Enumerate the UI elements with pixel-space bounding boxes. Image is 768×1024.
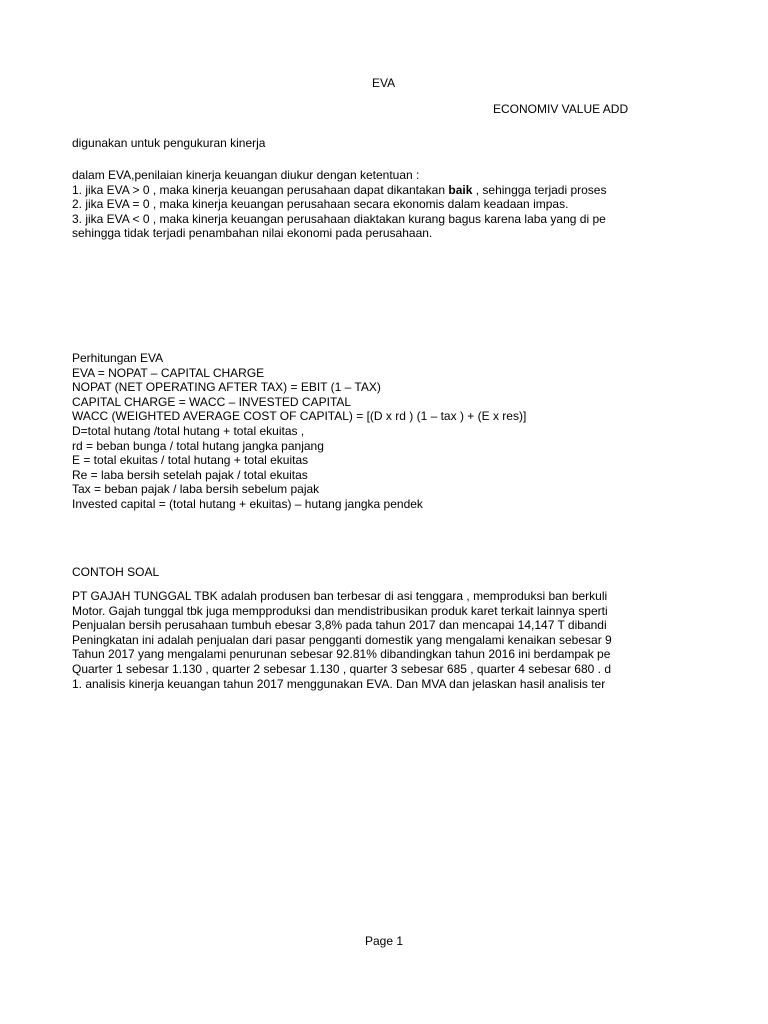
- example-section: [72, 589, 612, 691]
- formula-line: EVA = NOPAT – CAPITAL CHARGE: [72, 365, 265, 380]
- criteria-item-3-continued: sehingga tidak terjadi penambahan nilai ekonomi pada perusahaan.: [72, 226, 433, 241]
- calculation-heading: Perhitungan EVA: [72, 351, 164, 365]
- formula-line: Tax = beban pajak / laba bersih sebelum pajak: [72, 482, 320, 497]
- formula-line: D=total hutang /total hutang + total ekuitas ,: [72, 423, 305, 438]
- example-line: Quarter 1 sebesar 1.130 , quarter 2 sebesar 1.130 , quarter 3 sebesar 685 , quarter 4 sebesar 680 . d: [72, 661, 611, 676]
- example-line: Peningkatan ini adalah penjualan dari pasar pengganti domestik yang mengalami kenaikan sebesar 9: [72, 632, 612, 647]
- formula-line: NOPAT (NET OPERATING AFTER TAX) = EBIT (1 – TAX): [72, 380, 381, 395]
- criteria-heading: dalam EVA,penilaian kinerja keuangan diukur dengan ketentuan :: [72, 168, 420, 182]
- criteria-section: [72, 168, 606, 241]
- formula-line: CAPITAL CHARGE = WACC – INVESTED CAPITAL: [72, 394, 352, 409]
- example-heading: CONTOH SOAL: [72, 565, 160, 579]
- example-line: PT GAJAH TUNGGAL TBK adalah produsen ban terbesar di asi tenggara , memproduksi ban berkuli: [72, 589, 608, 603]
- criteria-item-1-tail: , sehingga terjadi proses: [472, 182, 607, 197]
- calculation-section: [72, 351, 526, 512]
- example-line: 1. analisis kinerja keuangan tahun 2017 menggunakan EVA. Dan MVA dan jelaskan hasil analisis ter: [72, 676, 606, 691]
- example-line: Tahun 2017 yang mengalami penurunan sebesar 92.81% dibandingkan tahun 2016 ini berdampak pe: [72, 647, 611, 662]
- page-number: Page 1: [365, 934, 404, 948]
- document-subtitle: ECONOMIV VALUE ADD: [493, 102, 629, 116]
- criteria-item-3: 3. jika EVA < 0 , maka kinerja keuangan perusahaan diaktakan kurang bagus karena laba yang di pe: [72, 211, 606, 226]
- formula-line: rd = beban bunga / total hutang jangka panjang: [72, 438, 324, 453]
- formula-line: Re = laba bersih setelah pajak / total ekuitas: [72, 467, 308, 482]
- formula-line: WACC (WEIGHTED AVERAGE COST OF CAPITAL) = [(D x rd ) (1 – tax ) + (E x res)]: [72, 409, 527, 424]
- criteria-item-1-text: 1. jika EVA > 0 , maka kinerja keuangan perusahaan dapat dikantakan: [72, 182, 449, 197]
- example-line: Motor. Gajah tunggal tbk juga mempproduksi dan mendistribusikan produk karet terkait lainnya sperti: [72, 603, 608, 618]
- example-line: Penjualan bersih perusahaan tumbuh ebesar 3,8% pada tahun 2017 dan mencapai 14,147 T dibandi: [72, 618, 607, 633]
- criteria-item-1: [72, 183, 606, 198]
- document-title: EVA: [372, 76, 396, 90]
- formula-line: Invested capital = (total hutang + ekuitas) – hutang jangka pendek: [72, 496, 423, 511]
- criteria-item-1-bold: baik: [448, 182, 473, 197]
- criteria-item-2: 2. jika EVA = 0 , maka kinerja keuangan perusahaan secara ekonomis dalam keadaan impas.: [72, 197, 569, 212]
- formula-line: E = total ekuitas / total hutang + total ekuitas: [72, 453, 309, 468]
- intro-text: digunakan untuk pengukuran kinerja: [72, 136, 266, 150]
